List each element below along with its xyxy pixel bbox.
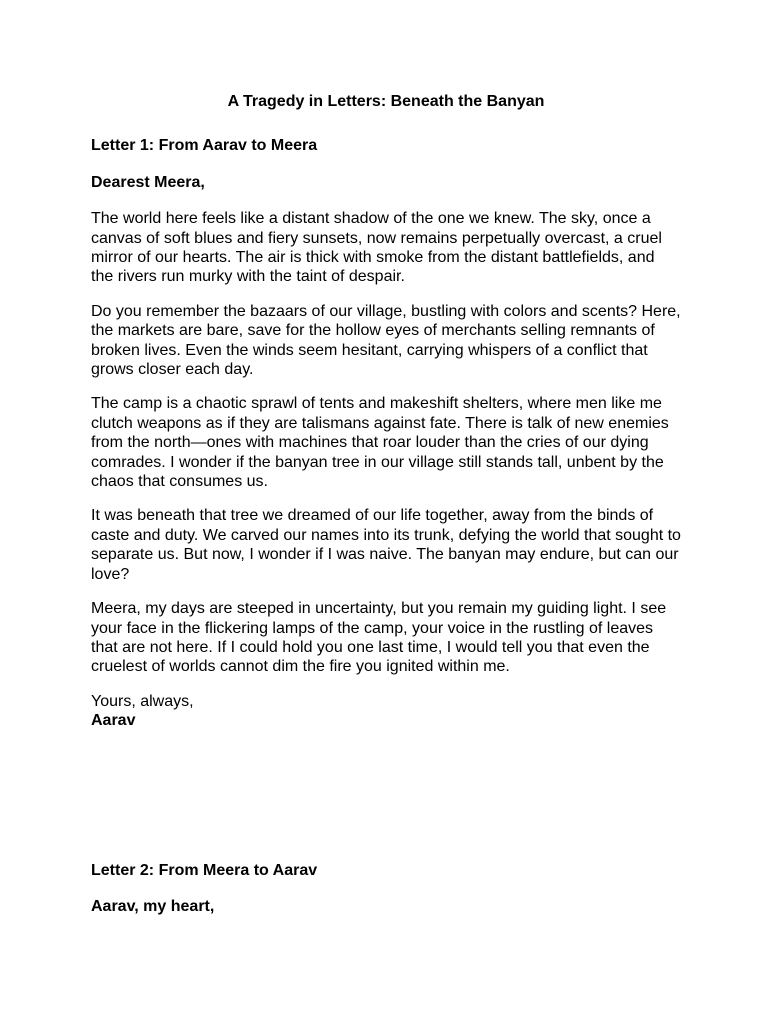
letter-1-paragraph-3: The camp is a chaotic sprawl of tents and makeshift shelters, where men like me clutch weapons as if they are talismans against fate. There is talk of new enemies from the north—ones with machines that roar louder than the cries of our dying comrades. I wonder if the banyan tree in our village still stands tall, unbent by the chaos that consumes us. [91, 395, 669, 491]
document-title: A Tragedy in Letters: Beneath the Banyan [227, 93, 545, 110]
letter-1-paragraph-5: Meera, my days are steeped in uncertainty, but you remain my guiding light. I see your face in the flickering lamps of the camp, your voice in the rustling of leaves that are not here. If I could hold you one last time, I would tell you that even the cruelest of worlds cannot dim the fire you ignited within me. [91, 600, 667, 676]
letter-1-paragraph-2: Do you remember the bazaars of our village, bustling with colors and scents? Here, the markets are bare, save for the hollow eyes of merchants selling remnants of broken lives. Even the winds seem hesitant, carrying whispers of a conflict that grows closer each day. [91, 302, 681, 379]
letter-2-salutation: Aarav, my heart, [91, 897, 215, 915]
letter-1-closing: Yours, always, [91, 692, 194, 710]
letter-1-salutation: Dearest Meera, [91, 173, 205, 191]
letter-1-paragraph-1: The world here feels like a distant shadow of the one we knew. The sky, once a canvas of soft blues and fiery sunsets, now remains perpetually overcast, a cruel mirror of our hearts. The air is thick with smoke from the distant battlefields, and the rivers run murky with the taint of despair. [91, 210, 662, 286]
letter-2-heading: Letter 2: From Meera to Aarav [91, 861, 318, 879]
letter-1-signature: Aarav [91, 712, 136, 730]
letter-1-paragraph-4: It was beneath that tree we dreamed of our life together, away from the binds of caste and duty. We carved our names into its trunk, defying the world that sought to separate us. But now, I wonder if I was naive. The banyan may endure, but can our love? [91, 507, 681, 583]
document-body [91, 92, 681, 916]
letter-1-heading: Letter 1: From Aarav to Meera [91, 137, 318, 155]
